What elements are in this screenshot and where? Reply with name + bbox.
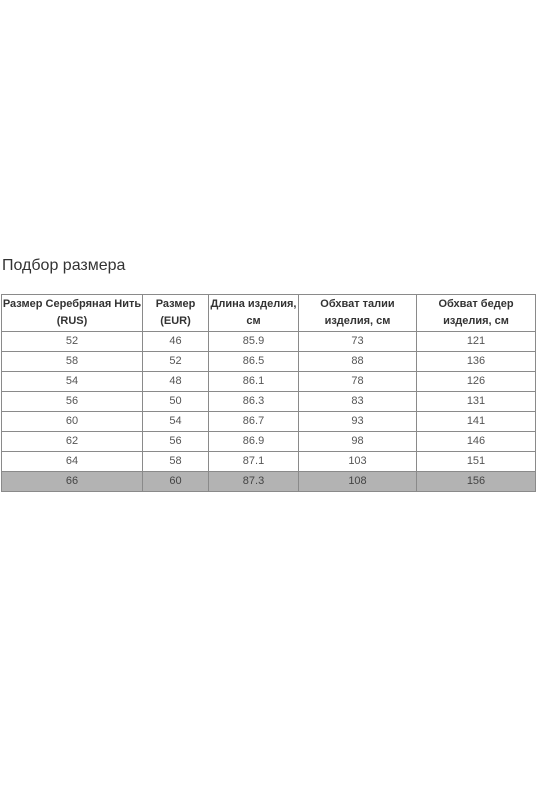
cell-hips: 121 — [417, 332, 536, 352]
cell-hips: 146 — [417, 432, 536, 452]
cell-size-rus: 66 — [2, 472, 143, 492]
cell-size-rus: 56 — [2, 392, 143, 412]
cell-hips: 141 — [417, 412, 536, 432]
table-row — [2, 432, 536, 452]
cell-size-eur: 52 — [143, 352, 209, 372]
header-size-eur: Размер (EUR) — [143, 295, 209, 332]
cell-hips: 131 — [417, 392, 536, 412]
cell-waist: 78 — [299, 372, 417, 392]
cell-hips: 156 — [417, 472, 536, 492]
cell-hips: 136 — [417, 352, 536, 372]
cell-size-rus: 60 — [2, 412, 143, 432]
table-row — [2, 412, 536, 432]
table-row — [2, 372, 536, 392]
cell-length: 86.3 — [209, 392, 299, 412]
cell-waist: 98 — [299, 432, 417, 452]
table-body — [2, 332, 536, 492]
table-row — [2, 452, 536, 472]
cell-length: 86.7 — [209, 412, 299, 432]
cell-length: 87.1 — [209, 452, 299, 472]
cell-size-rus: 64 — [2, 452, 143, 472]
cell-length: 86.5 — [209, 352, 299, 372]
cell-waist: 103 — [299, 452, 417, 472]
cell-length: 87.3 — [209, 472, 299, 492]
cell-waist: 93 — [299, 412, 417, 432]
cell-size-eur: 54 — [143, 412, 209, 432]
cell-size-rus: 52 — [2, 332, 143, 352]
table-header-row — [2, 295, 536, 332]
cell-size-eur: 60 — [143, 472, 209, 492]
cell-size-rus: 58 — [2, 352, 143, 372]
page-title: Подбор размера — [2, 257, 126, 274]
table-row — [2, 392, 536, 412]
header-length: Длина изделия, см — [209, 295, 299, 332]
cell-size-eur: 56 — [143, 432, 209, 452]
cell-size-eur: 48 — [143, 372, 209, 392]
cell-hips: 151 — [417, 452, 536, 472]
cell-hips: 126 — [417, 372, 536, 392]
header-waist: Обхват талии изделия, см — [299, 295, 417, 332]
cell-length: 85.9 — [209, 332, 299, 352]
header-size-rus: Размер Серебряная Нить (RUS) — [2, 295, 143, 332]
cell-size-rus: 62 — [2, 432, 143, 452]
cell-size-eur: 50 — [143, 392, 209, 412]
cell-waist: 108 — [299, 472, 417, 492]
cell-size-eur: 58 — [143, 452, 209, 472]
cell-length: 86.9 — [209, 432, 299, 452]
table-row — [2, 332, 536, 352]
cell-size-rus: 54 — [2, 372, 143, 392]
cell-length: 86.1 — [209, 372, 299, 392]
cell-waist: 73 — [299, 332, 417, 352]
table-row-highlighted — [2, 472, 536, 492]
size-chart-table — [1, 294, 536, 492]
header-hips: Обхват бедер изделия, см — [417, 295, 536, 332]
table-row — [2, 352, 536, 372]
cell-waist: 88 — [299, 352, 417, 372]
cell-size-eur: 46 — [143, 332, 209, 352]
cell-waist: 83 — [299, 392, 417, 412]
